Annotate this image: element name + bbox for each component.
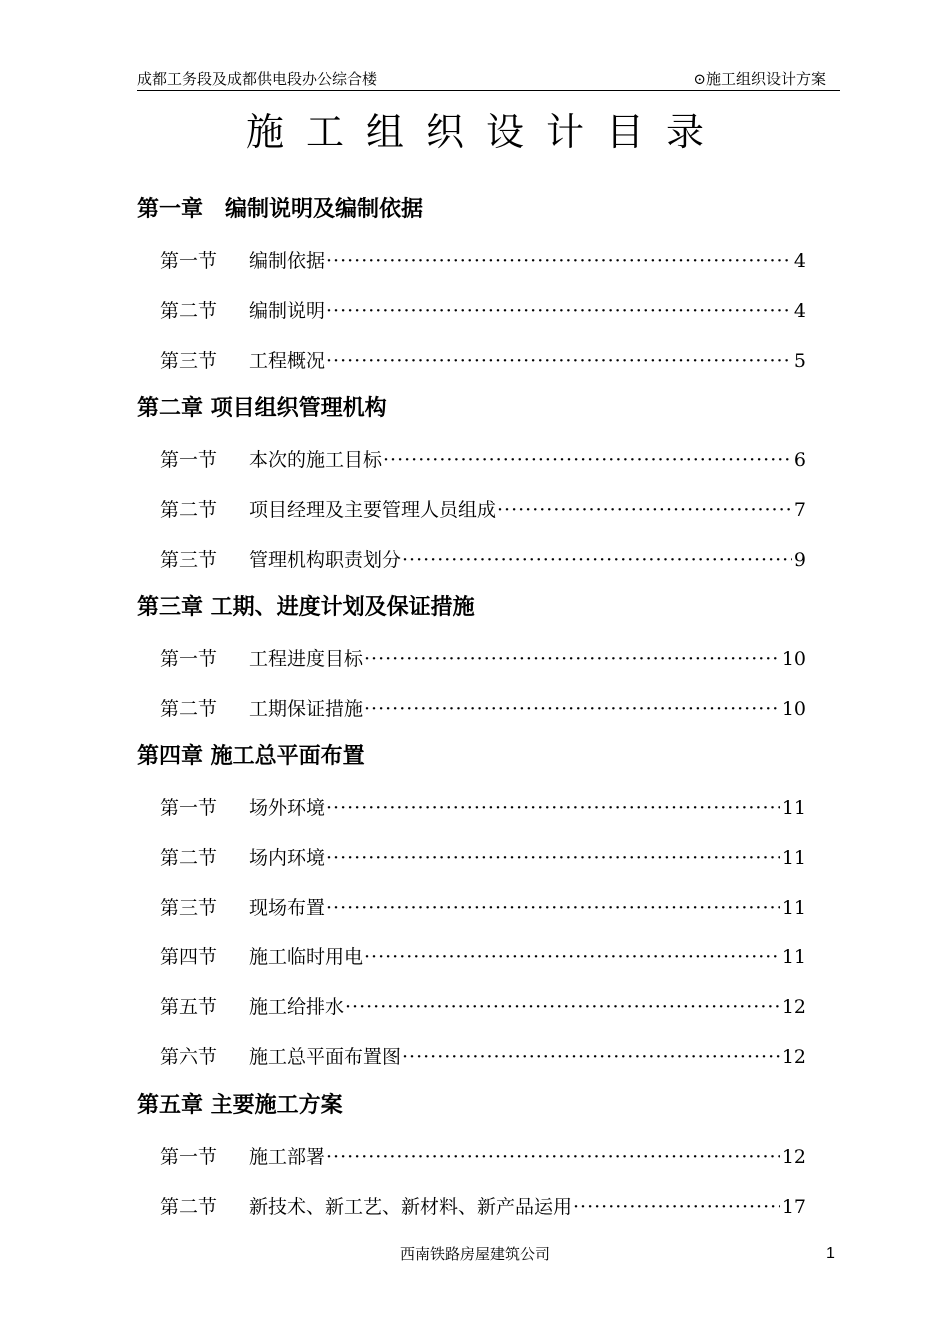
toc-dot-leader [402,546,792,574]
toc-entry[interactable] [160,695,806,723]
toc-entry-page: 7 [793,499,806,521]
toc-entry[interactable] [160,794,806,822]
toc-entry-page: 11 [781,897,806,919]
toc-entry-number: 第一节 [160,449,218,471]
toc-entry-number: 第二节 [160,499,218,521]
toc-entry-number: 第二节 [160,847,218,869]
toc-dot-leader [326,347,792,375]
toc-entry-page: 11 [781,797,806,819]
toc-chapter[interactable]: 第二章 项目组织管理机构 [137,396,387,421]
toc-entry-number: 第三节 [160,549,218,571]
toc-entry-page: 11 [781,946,806,968]
toc-chapter[interactable]: 第四章 施工总平面布置 [137,744,365,769]
toc-chapter[interactable]: 第五章 主要施工方案 [137,1093,343,1118]
toc-entry-number: 第五节 [160,996,218,1018]
toc-dot-leader [326,794,780,822]
toc-entry-number: 第二节 [160,1196,218,1218]
toc-dot-leader [497,496,792,524]
header-document-type: ⊙施工组织设计方案 [693,70,826,88]
toc-chapter[interactable]: 第一章 编制说明及编制依据 [137,197,424,222]
toc-entry[interactable] [160,894,806,922]
toc-entry-number: 第一节 [160,648,218,670]
toc-dot-leader [364,695,780,723]
toc-dot-leader [326,247,792,275]
toc-dot-leader [326,1143,780,1171]
toc-chapter[interactable]: 第三章 工期、进度计划及保证措施 [137,595,475,620]
toc-entry[interactable] [160,993,806,1021]
toc-entry-title: 项目经理及主要管理人员组成 [249,499,497,521]
toc-entry-page: 6 [793,449,806,471]
toc-entry-title: 编制依据 [249,250,326,272]
toc-entry-page: 4 [793,250,806,272]
page-title: 施工组织设计目录 [245,110,726,154]
toc-entry-page: 9 [793,549,806,571]
toc-entry-page: 10 [781,698,806,720]
toc-entry-page: 12 [781,1046,806,1068]
toc-entry-title: 场内环境 [249,847,326,869]
toc-dot-leader [345,993,780,1021]
toc-entry[interactable] [160,496,806,524]
toc-entry-title: 现场布置 [249,897,326,919]
toc-entry-title: 编制说明 [249,300,326,322]
toc-entry-number: 第二节 [160,698,218,720]
toc-entry-page: 11 [781,847,806,869]
toc-entry-title: 本次的施工目标 [249,449,383,471]
toc-entry-page: 12 [781,996,806,1018]
toc-entry-number: 第四节 [160,946,218,968]
toc-entry-number: 第一节 [160,1146,218,1168]
toc-entry-title: 施工部署 [249,1146,326,1168]
toc-entry[interactable] [160,645,806,673]
toc-entry[interactable] [160,943,806,971]
toc-entry[interactable] [160,297,806,325]
toc-entry[interactable] [160,1193,806,1221]
toc-dot-leader [326,844,780,872]
toc-entry-title: 工程概况 [249,350,326,372]
toc-entry-page: 17 [781,1196,806,1218]
toc-entry-page: 5 [793,350,806,372]
toc-entry-title: 管理机构职责划分 [249,549,402,571]
footer-page-number: 1 [826,1245,835,1262]
toc-entry-title: 施工总平面布置图 [249,1046,402,1068]
toc-entry-title: 新技术、新工艺、新材料、新产品运用 [249,1196,573,1218]
toc-entry-title: 场外环境 [249,797,326,819]
toc-entry-page: 10 [781,648,806,670]
toc-dot-leader [383,446,792,474]
toc-entry[interactable] [160,446,806,474]
toc-entry-title: 工期保证措施 [249,698,364,720]
toc-entry[interactable] [160,1043,806,1071]
toc-entry-title: 工程进度目标 [249,648,364,670]
toc-entry-number: 第一节 [160,250,218,272]
toc-entry-number: 第一节 [160,797,218,819]
toc-entry-number: 第三节 [160,897,218,919]
toc-dot-leader [364,645,780,673]
toc-entry-number: 第三节 [160,350,218,372]
toc-entry[interactable] [160,1143,806,1171]
toc-dot-leader [364,943,780,971]
toc-entry-title: 施工给排水 [249,996,345,1018]
toc-entry-number: 第六节 [160,1046,218,1068]
toc-entry-page: 12 [781,1146,806,1168]
toc-dot-leader [326,297,792,325]
toc-dot-leader [402,1043,780,1071]
toc-dot-leader [573,1193,780,1221]
toc-entry-page: 4 [793,300,806,322]
footer-company: 西南铁路房屋建筑公司 [399,1245,550,1263]
toc-dot-leader [326,894,780,922]
toc-entry[interactable] [160,546,806,574]
toc-entry[interactable] [160,844,806,872]
toc-entry[interactable] [160,247,806,275]
toc-entry-number: 第二节 [160,300,218,322]
toc-entry-title: 施工临时用电 [249,946,364,968]
header-project-name: 成都工务段及成都供电段办公综合楼 [137,70,378,88]
toc-entry[interactable] [160,347,806,375]
